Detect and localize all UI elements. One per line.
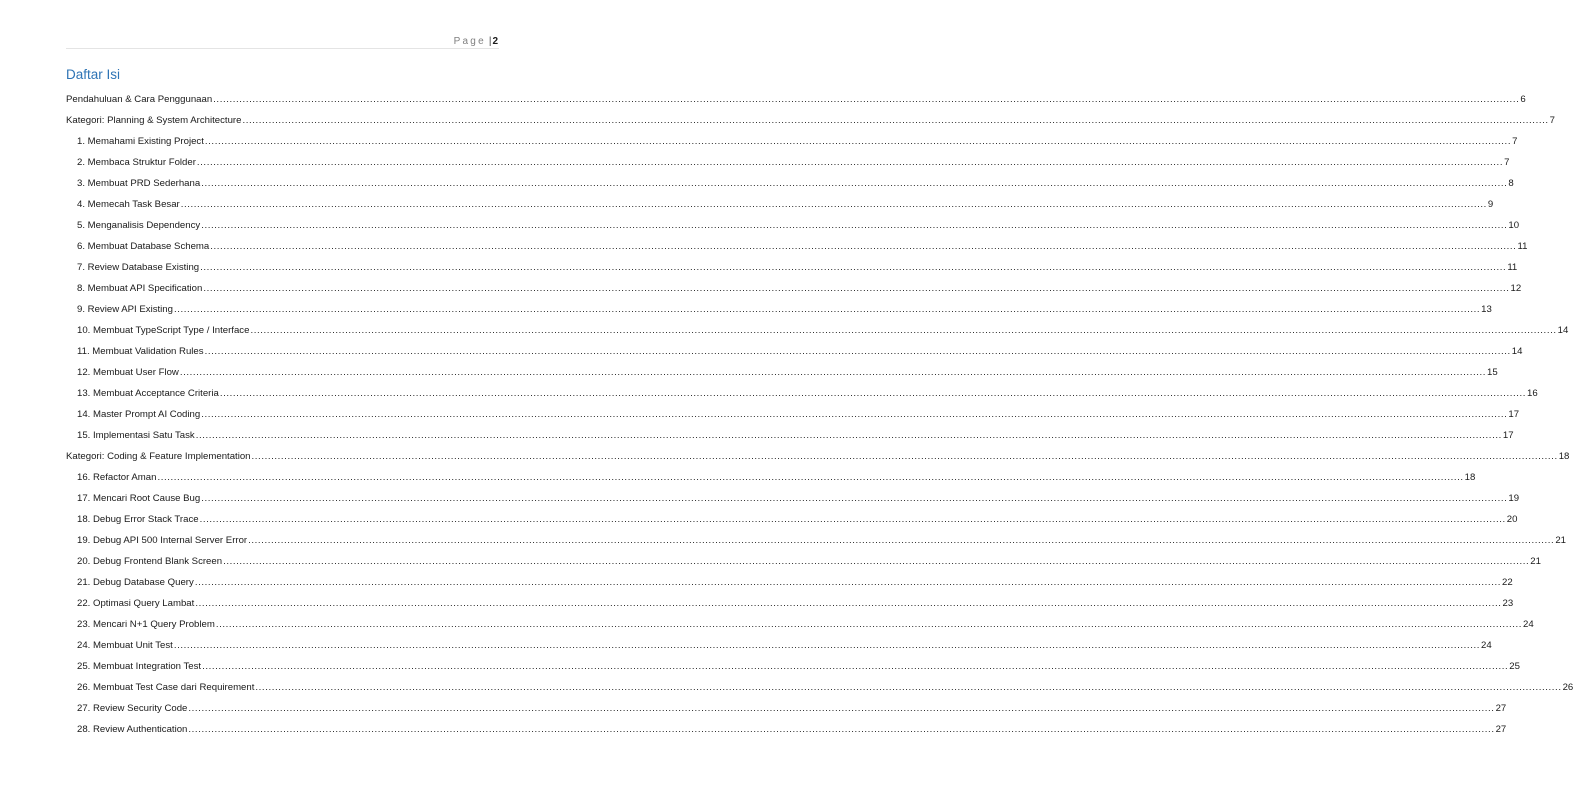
toc-entry[interactable]	[66, 611, 1534, 632]
toc-entry[interactable]	[66, 632, 1492, 653]
toc-entry-label: 6. Membuat Database Schema	[77, 241, 210, 252]
toc-entry-label: 17. Mencari Root Cause Bug	[77, 493, 201, 504]
toc-entry[interactable]	[66, 275, 1522, 296]
toc-entry[interactable]	[66, 485, 1520, 506]
toc-entry-page: 24	[1481, 640, 1492, 651]
toc-entry-label: 12. Membuat User Flow	[77, 367, 179, 378]
dot-leader: ................................................................................................................................................................................................................................................................................................................................................................................................................	[201, 220, 1508, 231]
toc-entry-page: 21	[1555, 535, 1566, 546]
dot-leader: ................................................................................................................................................................................................................................................................................................................................................................................................................	[210, 241, 1517, 252]
toc-entry[interactable]	[66, 527, 1566, 548]
toc-entry-label: 2. Membaca Struktur Folder	[77, 157, 196, 168]
dot-leader: ................................................................................................................................................................................................................................................................................................................................................................................................................	[202, 661, 1509, 672]
page-word: Page	[453, 36, 486, 47]
toc-entry[interactable]	[66, 590, 1514, 611]
toc-entry[interactable]	[66, 233, 1528, 254]
toc-entry-label: 27. Review Security Code	[77, 703, 188, 714]
toc-entry-label: 24. Membuat Unit Test	[77, 640, 173, 651]
toc-entry-page: 24	[1523, 619, 1534, 630]
toc-entry-label: 14. Master Prompt AI Coding	[77, 409, 201, 420]
toc-entry[interactable]	[66, 548, 1541, 569]
dot-leader: ................................................................................................................................................................................................................................................................................................................................................................................................................	[204, 136, 1512, 147]
toc-entry-page: 11	[1517, 241, 1528, 252]
header-separator: |	[488, 36, 492, 47]
toc-entry[interactable]	[66, 674, 1573, 695]
toc-entry[interactable]	[66, 695, 1507, 716]
toc-entry[interactable]	[66, 191, 1494, 212]
dot-leader: ................................................................................................................................................................................................................................................................................................................................................................................................................	[157, 472, 1464, 483]
toc-entry-label: 20. Debug Frontend Blank Screen	[77, 556, 223, 567]
toc-entry[interactable]	[66, 107, 1555, 128]
dot-leader: ................................................................................................................................................................................................................................................................................................................................................................................................................	[250, 325, 1557, 336]
dot-leader: ................................................................................................................................................................................................................................................................................................................................................................................................................	[173, 304, 1481, 315]
toc-entry-label: 16. Refactor Aman	[77, 472, 157, 483]
dot-leader: ................................................................................................................................................................................................................................................................................................................................................................................................................	[223, 556, 1530, 567]
toc-entry-page: 27	[1495, 724, 1507, 735]
toc-entry-page: 17	[1502, 430, 1514, 441]
dot-leader: ................................................................................................................................................................................................................................................................................................................................................................................................................	[179, 367, 1487, 378]
toc-entry-label: 19. Debug API 500 Internal Server Error	[77, 535, 248, 546]
toc-entry[interactable]	[66, 128, 1518, 149]
toc-entry[interactable]	[66, 716, 1507, 737]
toc-entry-page: 13	[1481, 304, 1492, 315]
toc-entry-page: 12	[1510, 283, 1522, 294]
dot-leader: ................................................................................................................................................................................................................................................................................................................................................................................................................	[255, 682, 1562, 693]
toc-entry-label: 23. Mencari N+1 Query Problem	[77, 619, 215, 630]
dot-leader: ................................................................................................................................................................................................................................................................................................................................................................................................................	[213, 94, 1520, 105]
toc-entry-page: 27	[1495, 703, 1507, 714]
toc-entry[interactable]	[66, 443, 1570, 464]
dot-leader: ................................................................................................................................................................................................................................................................................................................................................................................................................	[242, 115, 1549, 126]
toc-entry-label: 3. Membuat PRD Sederhana	[77, 178, 201, 189]
toc-entry[interactable]	[66, 359, 1498, 380]
toc-entry-page: 26	[1562, 682, 1573, 693]
toc-entry-page: 8	[1508, 178, 1514, 189]
toc-entry-page: 7	[1512, 136, 1518, 147]
toc-entry-label: 1. Memahami Existing Project	[77, 136, 204, 147]
toc-entry-page: 22	[1502, 577, 1513, 588]
toc-entry[interactable]	[66, 464, 1476, 485]
toc-entry-page: 7	[1504, 157, 1510, 168]
toc-entry-page: 6	[1520, 94, 1526, 105]
dot-leader: ................................................................................................................................................................................................................................................................................................................................................................................................................	[248, 535, 1555, 546]
toc-entry[interactable]	[66, 212, 1520, 233]
toc-entry-label: 13. Membuat Acceptance Criteria	[77, 388, 219, 399]
toc-entry-label: 8. Membuat API Specification	[77, 283, 203, 294]
toc-entry-label: Kategori: Planning & System Architecture	[66, 115, 242, 126]
dot-leader: ................................................................................................................................................................................................................................................................................................................................................................................................................	[194, 577, 1501, 588]
toc-title: Daftar Isi	[66, 67, 121, 82]
toc-entry-page: 18	[1464, 472, 1476, 483]
toc-entry-page: 19	[1508, 493, 1520, 504]
toc-entry-label: 5. Menganalisis Dependency	[77, 220, 201, 231]
toc-entry-label: 25. Membuat Integration Test	[77, 661, 202, 672]
table-of-contents	[66, 86, 1573, 737]
toc-entry-label: 15. Implementasi Satu Task	[77, 430, 195, 441]
toc-entry-label: 11. Membuat Validation Rules	[77, 346, 204, 357]
toc-entry-page: 20	[1506, 514, 1518, 525]
toc-entry[interactable]	[66, 422, 1514, 443]
dot-leader: ................................................................................................................................................................................................................................................................................................................................................................................................................	[201, 409, 1508, 420]
dot-leader: ................................................................................................................................................................................................................................................................................................................................................................................................................	[199, 514, 1506, 525]
dot-leader: ................................................................................................................................................................................................................................................................................................................................................................................................................	[188, 703, 1495, 714]
dot-leader: ................................................................................................................................................................................................................................................................................................................................................................................................................	[195, 598, 1502, 609]
toc-entry-page: 10	[1508, 220, 1520, 231]
dot-leader: ................................................................................................................................................................................................................................................................................................................................................................................................................	[200, 262, 1507, 273]
toc-entry[interactable]	[66, 254, 1518, 275]
toc-entry-label: 28. Review Authentication	[77, 724, 188, 735]
toc-entry-label: 21. Debug Database Query	[77, 577, 194, 588]
toc-entry-page: 14	[1511, 346, 1523, 357]
toc-entry-label: 18. Debug Error Stack Trace	[77, 514, 199, 525]
toc-entry-page: 16	[1527, 388, 1538, 399]
toc-entry[interactable]	[66, 296, 1492, 317]
dot-leader: ................................................................................................................................................................................................................................................................................................................................................................................................................	[251, 451, 1558, 462]
toc-entry[interactable]	[66, 149, 1510, 170]
toc-entry[interactable]	[66, 338, 1523, 359]
page-number: 2	[492, 36, 498, 47]
dot-leader: ................................................................................................................................................................................................................................................................................................................................................................................................................	[201, 178, 1508, 189]
dot-leader: ................................................................................................................................................................................................................................................................................................................................................................................................................	[219, 388, 1527, 399]
dot-leader: ................................................................................................................................................................................................................................................................................................................................................................................................................	[215, 619, 1523, 630]
dot-leader: ................................................................................................................................................................................................................................................................................................................................................................................................................	[196, 157, 1504, 168]
toc-entry-page: 18	[1558, 451, 1570, 462]
toc-entry-page: 14	[1557, 325, 1569, 336]
toc-entry[interactable]	[66, 86, 1526, 107]
toc-entry-page: 25	[1509, 661, 1520, 672]
toc-entry[interactable]	[66, 653, 1520, 674]
toc-entry-label: 10. Membuat TypeScript Type / Interface	[77, 325, 250, 336]
dot-leader: ................................................................................................................................................................................................................................................................................................................................................................................................................	[188, 724, 1495, 735]
dot-leader: ................................................................................................................................................................................................................................................................................................................................................................................................................	[195, 430, 1502, 441]
page-header	[454, 36, 498, 47]
dot-leader: ................................................................................................................................................................................................................................................................................................................................................................................................................	[180, 199, 1487, 210]
toc-entry-page: 17	[1508, 409, 1520, 420]
toc-entry[interactable]	[66, 569, 1513, 590]
toc-entry-page: 11	[1507, 262, 1518, 273]
header-divider	[66, 48, 499, 49]
toc-entry-page: 15	[1487, 367, 1498, 378]
toc-entry[interactable]	[66, 170, 1514, 191]
toc-entry-label: Pendahuluan & Cara Penggunaan	[66, 94, 213, 105]
dot-leader: ................................................................................................................................................................................................................................................................................................................................................................................................................	[201, 493, 1508, 504]
toc-entry-label: 26. Membuat Test Case dari Requirement	[77, 682, 255, 693]
toc-entry[interactable]	[66, 506, 1518, 527]
dot-leader: ................................................................................................................................................................................................................................................................................................................................................................................................................	[204, 346, 1511, 357]
toc-entry-label: 7. Review Database Existing	[77, 262, 200, 273]
toc-entry[interactable]	[66, 380, 1538, 401]
toc-entry-page: 21	[1530, 556, 1541, 567]
toc-entry-label: Kategori: Coding & Feature Implementation	[66, 451, 251, 462]
toc-entry-label: 9. Review API Existing	[77, 304, 173, 315]
dot-leader: ................................................................................................................................................................................................................................................................................................................................................................................................................	[173, 640, 1480, 651]
toc-entry-page: 23	[1502, 598, 1514, 609]
toc-entry-page: 9	[1487, 199, 1494, 210]
toc-entry[interactable]	[66, 317, 1569, 338]
dot-leader: ................................................................................................................................................................................................................................................................................................................................................................................................................	[203, 283, 1510, 294]
toc-entry-label: 22. Optimasi Query Lambat	[77, 598, 195, 609]
toc-entry[interactable]	[66, 401, 1520, 422]
toc-entry-page: 7	[1549, 115, 1555, 126]
toc-entry-label: 4. Memecah Task Besar	[77, 199, 180, 210]
